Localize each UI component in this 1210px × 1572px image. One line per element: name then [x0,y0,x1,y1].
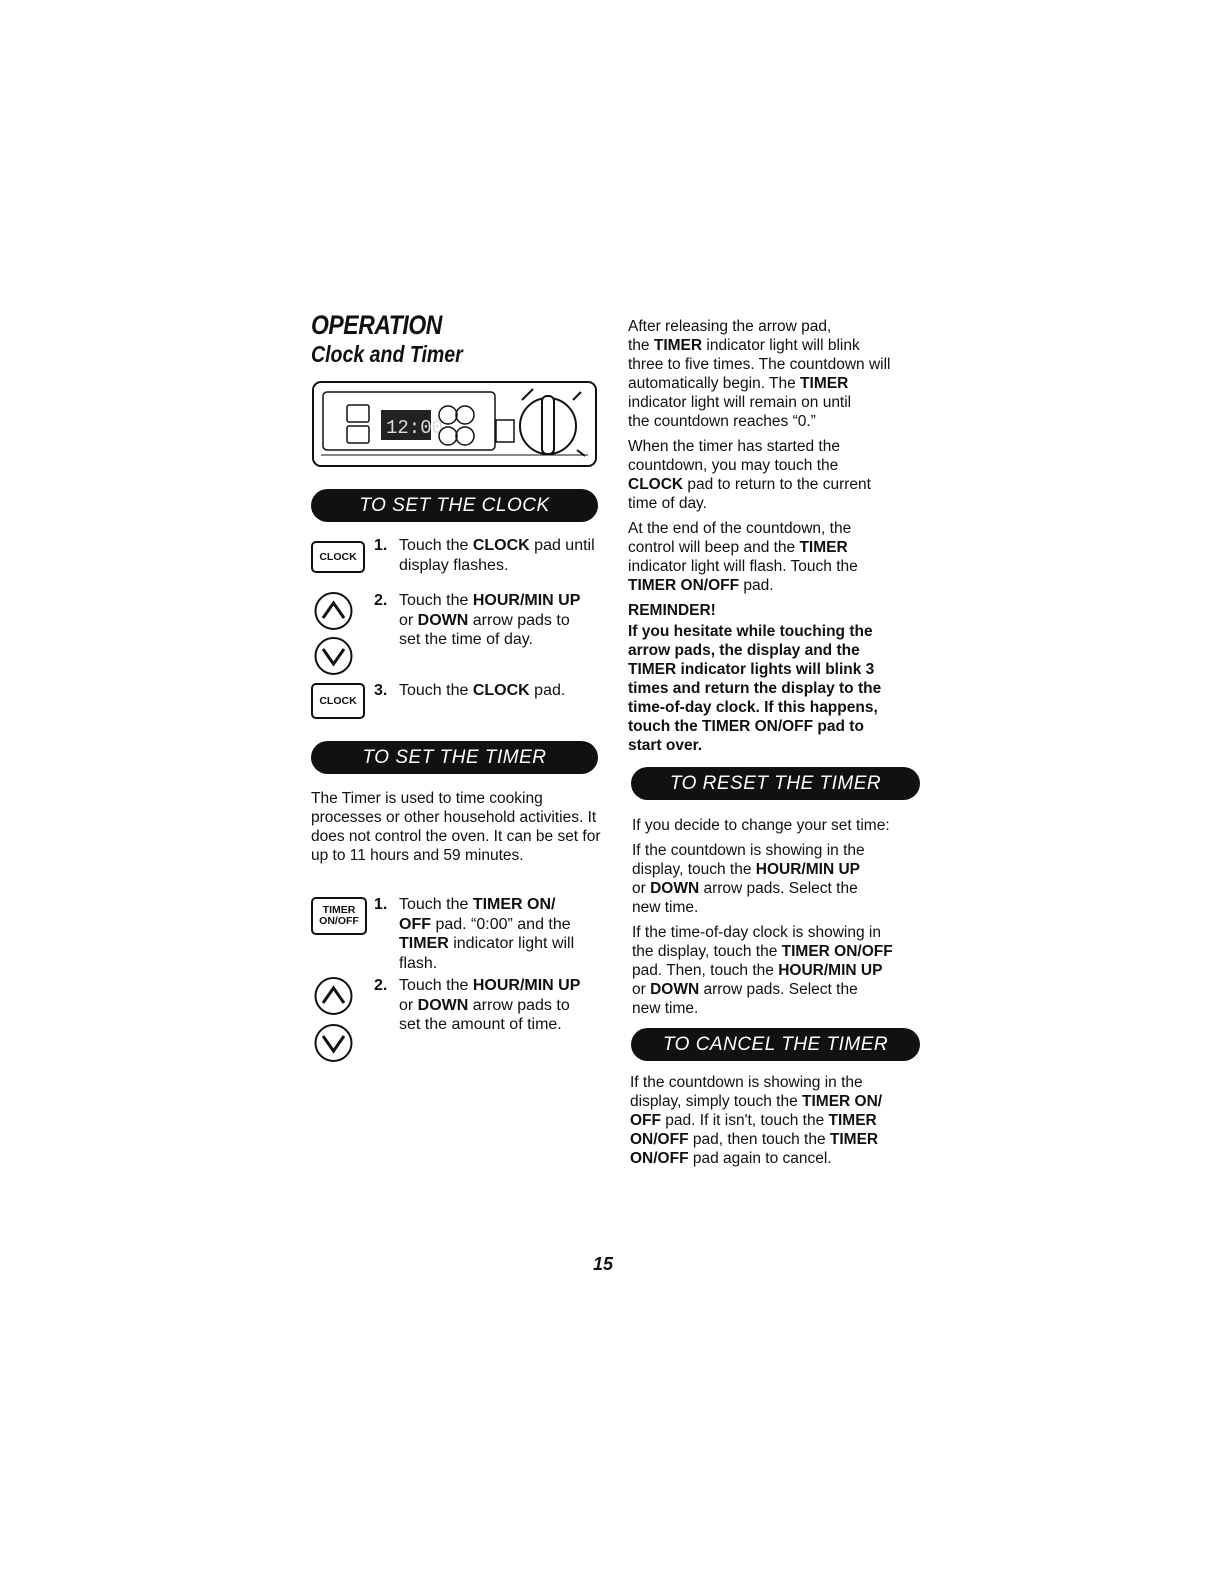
step-text: Touch the CLOCK pad. [399,682,566,699]
down-arrow-icon [311,1023,356,1063]
reset-timer-paragraphs [632,816,927,1024]
step-text: Touch the HOUR/MIN UP or DOWN arrow pads to set the time of day. [399,592,581,648]
step-number: 3. [374,682,388,699]
section-title: OPERATION [311,310,442,340]
clock-pad-icon: CLOCK [311,683,365,719]
banner-set-clock: TO SET THE CLOCK [311,489,598,522]
control-panel-illustration [311,380,598,470]
paragraph-end-countdown: At the end of the countdown, the control will beep and the TIMER indicator light will flash. Touch the TIMER ON/OFF pad. [628,520,858,594]
banner-cancel-timer: TO CANCEL THE TIMER [631,1028,920,1061]
step-number: 1. [374,896,388,913]
up-arrow-icon [311,591,356,631]
paragraph-clock-during-countdown: When the timer has started the countdown, you may touch the CLOCK pad to return to the current time of day. [628,438,871,512]
paragraph-reset-intro: If you decide to change your set time: [632,817,890,834]
timer-intro: The Timer is used to time cooking processes or other household activities. It does not control the oven. It can be set for up to 11 hours and 59 minutes. [311,790,601,864]
step-number: 2. [374,977,388,994]
clock-pad-icon: CLOCK [311,541,365,573]
timer-onoff-pad-icon [311,897,367,935]
cancel-timer-paragraph [630,1073,925,1174]
banner-reset-timer: TO RESET THE TIMER [631,767,920,800]
reminder-heading: REMINDER! [628,602,716,619]
panel-display-readout: 12:00 [386,417,444,439]
section-subtitle: Clock and Timer [311,341,463,367]
step-number: 2. [374,592,388,609]
step-number: 1. [374,537,388,554]
banner-set-timer: TO SET THE TIMER [311,741,598,774]
down-arrow-icon [311,636,356,676]
page-number: 15 [593,1254,614,1274]
countdown-paragraphs [628,317,923,761]
paragraph-reset-clock: If the time-of-day clock is showing in the display, touch the TIMER ON/OFF pad. Then, touch the HOUR/MIN UP or DOWN arrow pads. Select the new time. [632,924,893,1017]
pad-label-line1: TIMER [322,904,356,916]
paragraph-reset-countdown: If the countdown is showing in the display, touch the HOUR/MIN UP or DOWN arrow pads. Select the new time. [632,842,865,916]
paragraph-after-release: After releasing the arrow pad, the TIMER indicator light will blink three to five times. The countdown will automatically begin. The TIMER indicator light will remain on until the countdown reaches “0.” [628,318,891,430]
up-arrow-icon [311,976,356,1016]
step-text: Touch the CLOCK pad until display flashes. [399,537,595,574]
step-text: Touch the HOUR/MIN UP or DOWN arrow pads to set the amount of time. [399,977,581,1033]
paragraph-cancel: If the countdown is showing in the display, simply touch the TIMER ON/ OFF pad. If it isn't, touch the TIMER ON/OFF pad, then touch the TIMER ON/OFF pad again to cancel. [630,1074,883,1167]
reminder-text: If you hesitate while touching the arrow pads, the display and the TIMER indicator lights will blink 3 times and return the display to the time-of-day clock. If this happens, touch the TIMER ON/OFF pad to start over. [628,623,882,754]
step-text: Touch the TIMER ON/ OFF pad. “0:00” and the TIMER indicator light will flash. [399,896,575,972]
pad-label-line2: ON/OFF [319,915,359,927]
